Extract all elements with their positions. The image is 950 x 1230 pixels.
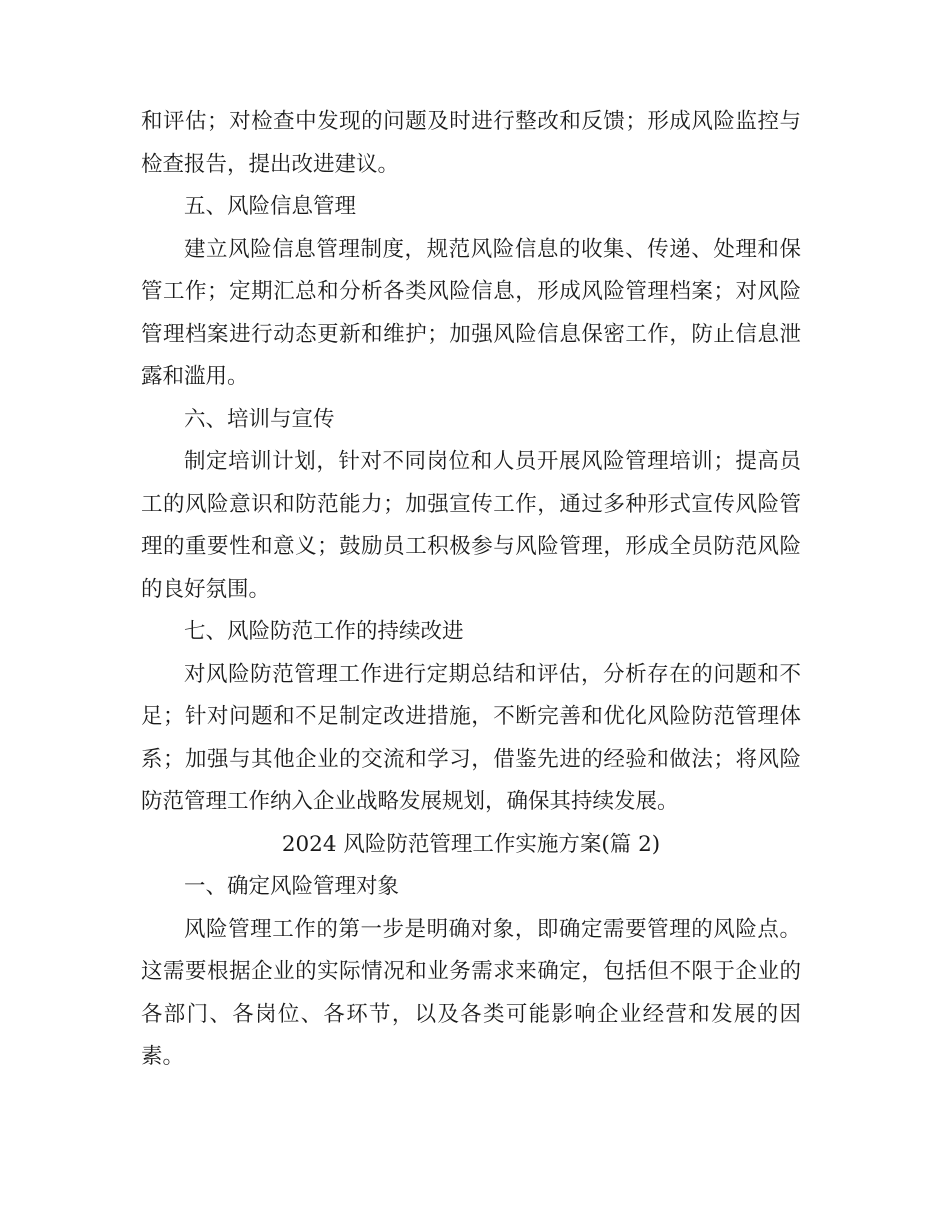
text-line: 管理档案进行动态更新和维护；加强风险信息保密工作，防止信息泄 xyxy=(141,321,801,347)
paragraph-improvement xyxy=(141,654,801,824)
text-line: 和评估；对检查中发现的问题及时进行整改和反馈；形成风险监控与 xyxy=(141,109,801,134)
paragraph-risk-objects xyxy=(141,909,801,1079)
section-heading-1: 一、确定风险管理对象 xyxy=(184,874,400,899)
document-body xyxy=(141,101,801,1079)
text-line: 的良好氛围。 xyxy=(141,576,271,602)
text-line: 系；加强与其他企业的交流和学习，借鉴先进的经验和做法；将风险 xyxy=(141,746,801,772)
text-line: 防范管理工作纳入企业战略发展规划，确保其持续发展。 xyxy=(141,789,679,814)
text-line: 足；针对问题和不足制定改进措施，不断完善和优化风险防范管理体 xyxy=(141,704,801,729)
text-line: 对风险防范管理工作进行定期总结和评估，分析存在的问题和不 xyxy=(184,661,801,687)
text-line: 工的风险意识和防范能力；加强宣传工作，通过多种形式宣传风险管 xyxy=(141,491,801,517)
paragraph-training xyxy=(141,441,801,611)
section-heading-5: 五、风险信息管理 xyxy=(184,194,357,219)
text-line: 建立风险信息管理制度，规范风险信息的收集、传递、处理和保 xyxy=(184,236,801,262)
text-line: 这需要根据企业的实际情况和业务需求来确定，包括但不限于企业的 xyxy=(141,959,801,984)
text-line: 各部门、各岗位、各环节，以及各类可能影响企业经营和发展的因 xyxy=(141,1001,801,1027)
text-line: 露和滥用。 xyxy=(141,364,249,389)
paragraph-risk-info xyxy=(141,229,801,399)
section-heading-6: 六、培训与宣传 xyxy=(184,406,335,432)
text-line: 制定培训计划，针对不同岗位和人员开展风险管理培训；提高员 xyxy=(184,449,801,474)
section-heading-7: 七、风险防范工作的持续改进 xyxy=(184,619,464,644)
paragraph-continued xyxy=(141,101,801,186)
text-line: 检查报告，提出改进建议。 xyxy=(141,151,400,177)
text-line: 风险管理工作的第一步是明确对象，即确定需要管理的风险点。 xyxy=(184,916,801,942)
text-line: 管工作；定期汇总和分析各类风险信息，形成风险管理档案；对风险 xyxy=(141,279,801,304)
text-line: 素。 xyxy=(141,1044,185,1069)
text-line: 理的重要性和意义；鼓励员工积极参与风险管理，形成全员防范风险 xyxy=(141,534,801,559)
document-title: 2024 风险防范管理工作实施方案(篇 2) xyxy=(281,831,661,857)
